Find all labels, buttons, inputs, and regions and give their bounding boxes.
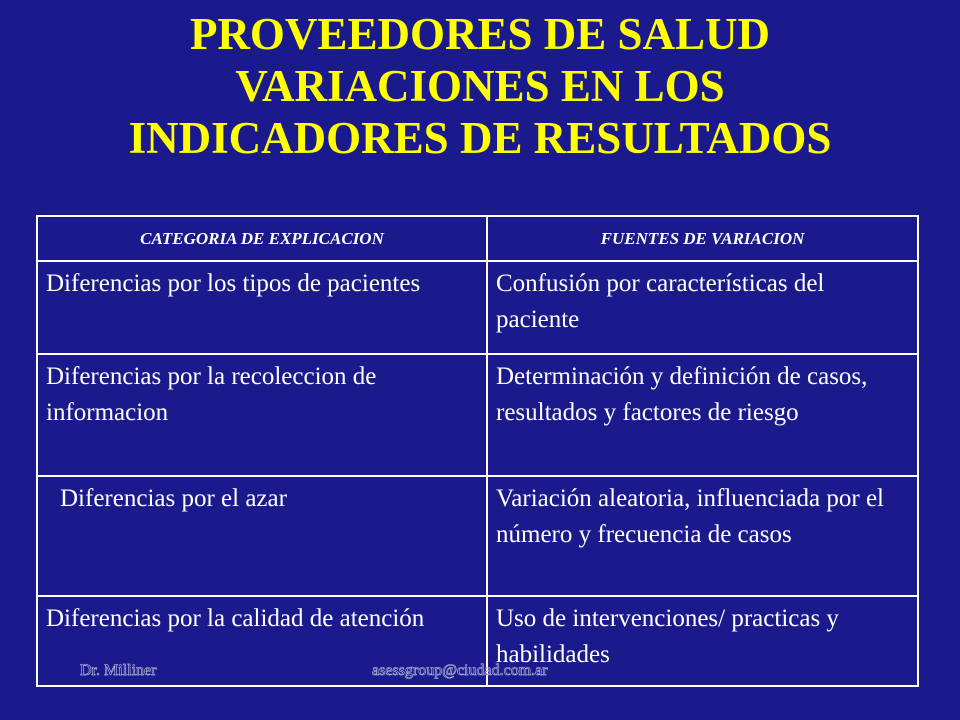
title-line-1: PROVEEDORES DE SALUD <box>189 9 771 59</box>
table-cell: Diferencias por los tipos de pacientes <box>37 261 487 354</box>
table-header-row <box>37 216 918 261</box>
column-header-category: CATEGORIA DE EXPLICACION <box>37 216 487 261</box>
results-table <box>36 215 919 687</box>
footer-email: asessgroup@ciudad.com.ar <box>372 662 548 679</box>
footer-author: Dr. Milliner <box>80 662 157 679</box>
table-row <box>37 476 918 596</box>
slide-title <box>0 8 960 164</box>
table-cell: Confusión por características del paciente <box>487 261 918 354</box>
table-row <box>37 261 918 354</box>
table-cell: Uso de intervenciones/ practicas y habilidades <box>487 596 918 686</box>
table-cell: Diferencias por la recoleccion de informacion <box>37 354 487 476</box>
table-row <box>37 354 918 476</box>
table-cell: Variación aleatoria, influenciada por el número y frecuencia de casos <box>487 476 918 596</box>
title-line-3: INDICADORES DE RESULTADOS <box>128 113 832 163</box>
table-cell: Determinación y definición de casos, resultados y factores de riesgo <box>487 354 918 476</box>
column-header-sources: FUENTES DE VARIACION <box>487 216 918 261</box>
table-cell: Diferencias por la calidad de atención <box>37 596 487 686</box>
title-line-2: VARIACIONES EN LOS <box>235 61 725 111</box>
table-cell: Diferencias por el azar <box>37 476 487 596</box>
